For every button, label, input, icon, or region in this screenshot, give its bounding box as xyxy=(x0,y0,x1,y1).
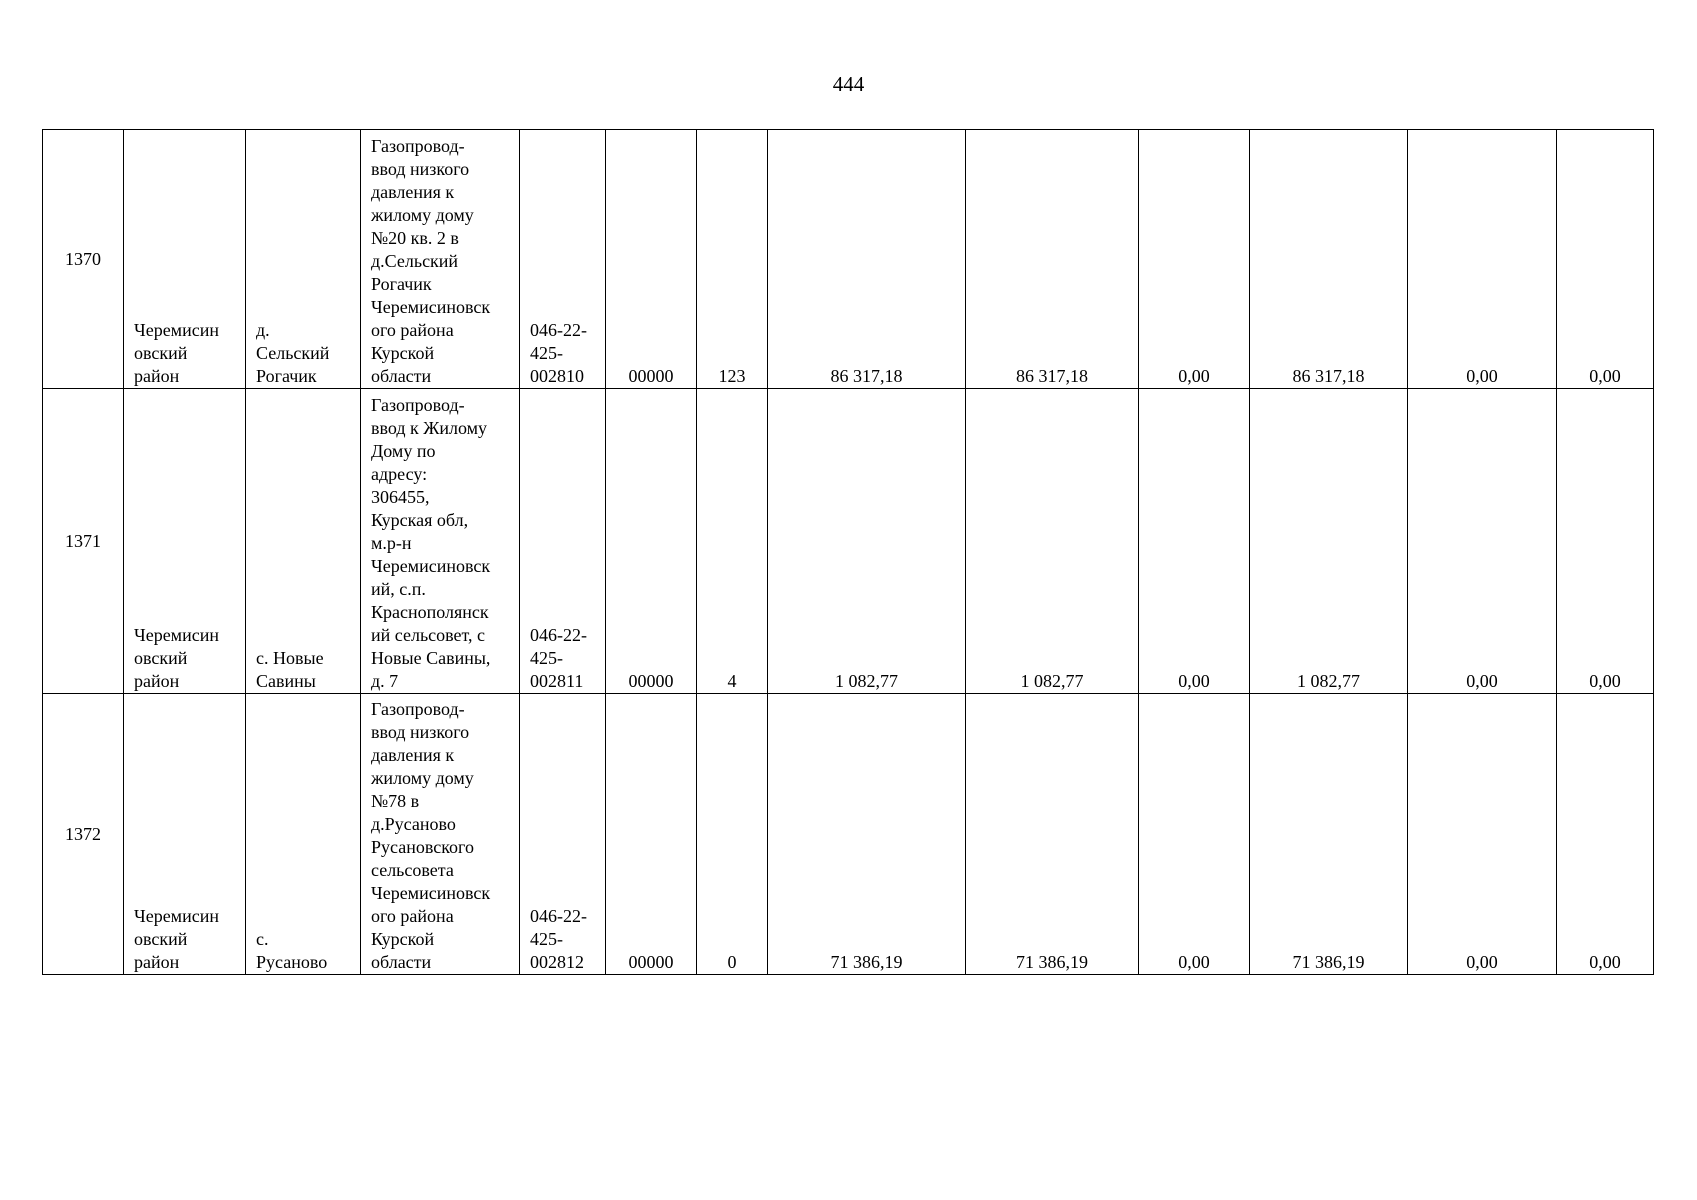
value-cell-1: 1 082,77 xyxy=(768,389,966,694)
table-row xyxy=(43,130,1654,389)
table-row xyxy=(43,389,1654,694)
locality-cell: с. Русаново xyxy=(246,694,361,975)
value-cell-6: 0,00 xyxy=(1557,130,1654,389)
locality-cell: с. Новые Савины xyxy=(246,389,361,694)
value-cell-2: 86 317,18 xyxy=(966,130,1139,389)
row-number-cell: 1371 xyxy=(43,389,124,694)
value-cell-4: 86 317,18 xyxy=(1250,130,1408,389)
district-cell: Черемисин овский район xyxy=(124,694,246,975)
value-cell-4: 1 082,77 xyxy=(1250,389,1408,694)
value-cell-3: 0,00 xyxy=(1139,694,1250,975)
registry-table xyxy=(42,129,1654,975)
district-cell: Черемисин овский район xyxy=(124,389,246,694)
cadastral-code-cell: 046-22- 425- 002812 xyxy=(520,694,606,975)
table-row xyxy=(43,694,1654,975)
cadastral-code-cell: 046-22- 425- 002811 xyxy=(520,389,606,694)
object-name-cell: Газопровод- ввод к Жилому Дому по адресу: 306455, Курская обл, м.р-н Черемисиновск ий, с.п. Краснополянск ий сельсовет, с Новые Савины, д. 7 xyxy=(361,389,520,694)
value-cell-2: 1 082,77 xyxy=(966,389,1139,694)
value-cell-1: 71 386,19 xyxy=(768,694,966,975)
object-name-cell: Газопровод- ввод низкого давления к жилому дому №78 в д.Русаново Русановского сельсовета Черемисиновск ого района Курской области xyxy=(361,694,520,975)
subcode-cell: 00000 xyxy=(606,130,697,389)
value-cell-4: 71 386,19 xyxy=(1250,694,1408,975)
value-cell-1: 86 317,18 xyxy=(768,130,966,389)
value-cell-5: 0,00 xyxy=(1408,389,1557,694)
district-cell: Черемисин овский район xyxy=(124,130,246,389)
cadastral-code-cell: 046-22- 425- 002810 xyxy=(520,130,606,389)
quantity-cell: 4 xyxy=(697,389,768,694)
locality-cell: д. Сельский Рогачик xyxy=(246,130,361,389)
quantity-cell: 0 xyxy=(697,694,768,975)
value-cell-6: 0,00 xyxy=(1557,694,1654,975)
value-cell-6: 0,00 xyxy=(1557,389,1654,694)
value-cell-2: 71 386,19 xyxy=(966,694,1139,975)
quantity-cell: 123 xyxy=(697,130,768,389)
value-cell-5: 0,00 xyxy=(1408,694,1557,975)
value-cell-3: 0,00 xyxy=(1139,130,1250,389)
object-name-cell: Газопровод- ввод низкого давления к жилому дому №20 кв. 2 в д.Сельский Рогачик Черемисиновск ого района Курской области xyxy=(361,130,520,389)
value-cell-3: 0,00 xyxy=(1139,389,1250,694)
page-number: 444 xyxy=(832,72,865,96)
value-cell-5: 0,00 xyxy=(1408,130,1557,389)
subcode-cell: 00000 xyxy=(606,694,697,975)
row-number-cell: 1370 xyxy=(43,130,124,389)
subcode-cell: 00000 xyxy=(606,389,697,694)
row-number-cell: 1372 xyxy=(43,694,124,975)
